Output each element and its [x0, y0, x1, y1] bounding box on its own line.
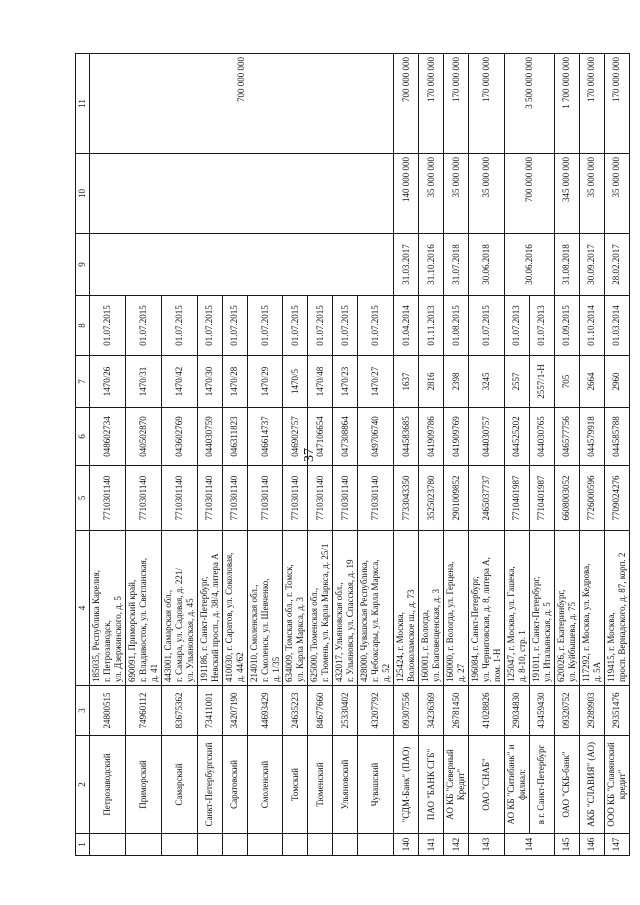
- address-line: ул. Куйбышева, д. 75: [566, 602, 577, 682]
- address-line: 160000, г. Вологда, ул. Герцена,: [445, 561, 456, 682]
- inn-cell: 7710301140: [333, 466, 358, 531]
- reg-number-cell: 1470/31: [125, 356, 161, 408]
- bik-cell: 044583685: [394, 408, 419, 466]
- reg-number-cell: 1470/27: [358, 356, 394, 408]
- address-line: 160001, г. Вологда,: [420, 609, 431, 682]
- okpo-cell: 25330402: [333, 686, 358, 736]
- column-number-cell: 9: [76, 234, 90, 296]
- date-col8-cell: 01.07.2015: [222, 296, 247, 356]
- date-col8-cell: 01.07.2015: [125, 296, 161, 356]
- row-number-cell: 142: [444, 834, 469, 856]
- address-line: Невский просп., д. 38/4, литера А: [209, 553, 220, 682]
- okpo-cell: 44693429: [247, 686, 283, 736]
- date-col9-cell: 30.06.2018: [469, 234, 505, 296]
- address-cell: [419, 531, 444, 686]
- bik-cell: 047308864: [333, 408, 358, 466]
- address-line: д. 44/62: [234, 652, 245, 682]
- inn-cell: 7710401987: [529, 466, 554, 531]
- address-line: д. 27: [456, 663, 467, 682]
- address-line: 196084, г. Санкт-Петербург,: [470, 576, 480, 682]
- date-col8-cell: 01.07.2015: [358, 296, 394, 356]
- address-cell: [125, 531, 161, 686]
- address-line: 191186, г. Санкт-Петербург,: [198, 576, 209, 682]
- register-table: [75, 53, 630, 856]
- address-line: д. 41: [148, 663, 159, 682]
- inn-cell: 2901009852: [444, 466, 469, 531]
- branch-row: [89, 54, 125, 856]
- okpo-cell: 84677660: [308, 686, 333, 736]
- bik-cell: 044030759: [197, 408, 222, 466]
- amount-col11-cell: 700 000 000: [394, 54, 419, 154]
- address-line: д. 8-10, стр. 1: [516, 630, 527, 682]
- reg-number-cell: 2398: [444, 356, 469, 408]
- address-line: 125047, г. Москва, ул. Гашека,: [505, 566, 516, 682]
- address-line: 125424, г. Москва,: [395, 612, 406, 682]
- reg-number-cell: 3245: [469, 356, 505, 408]
- address-cell: [333, 531, 358, 686]
- date-col8-cell: 01.07.2015: [469, 296, 505, 356]
- reg-number-cell: 1470/29: [247, 356, 283, 408]
- amount-col10-cell: 35 000 000: [419, 154, 444, 234]
- address-line: г. Петрозаводск,: [101, 620, 112, 682]
- bik-cell: 048602734: [89, 408, 125, 466]
- address-line: г. Чебоксары, ул. Карла Маркса,: [370, 559, 381, 682]
- reg-number-cell: 1470/23: [333, 356, 358, 408]
- bank-row: [579, 54, 604, 856]
- row-number-cell: 145: [554, 834, 579, 856]
- date-col9-cell: 31.03.2017: [394, 234, 419, 296]
- bik-cell: 046614737: [247, 408, 283, 466]
- amount-col11-cell: 700 000 000: [89, 54, 393, 154]
- amount-col11-cell: 170 000 000: [604, 54, 629, 154]
- inn-cell: 7710301140: [308, 466, 333, 531]
- address-line: 690091, Приморский край,: [126, 579, 137, 682]
- date-col9-cell: 31.07.2018: [444, 234, 469, 296]
- column-number-cell: 2: [76, 736, 90, 834]
- address-cell: [222, 531, 247, 686]
- branch-name-cell: Саратовский: [222, 736, 247, 834]
- date-col8-cell: 01.07.2015: [283, 296, 308, 356]
- address-line: 620026, г. Екатеринбург,: [555, 589, 566, 682]
- bank-row: [419, 54, 444, 856]
- row-number-cell: [333, 834, 358, 856]
- row-number-cell: 141: [419, 834, 444, 856]
- address-line: ул. Ульяновская, д. 45: [184, 598, 195, 682]
- inn-cell: 7709024276: [604, 466, 629, 531]
- column-number-row: [76, 54, 90, 856]
- bik-cell: 046902757: [283, 408, 308, 466]
- reg-number-cell: 1470/26: [89, 356, 125, 408]
- row-number-cell: 143: [469, 834, 505, 856]
- address-line: г. Смоленск, ул. Шевченко,: [259, 578, 270, 682]
- inn-cell: 7726000596: [579, 466, 604, 531]
- date-col8-cell: 01.07.2015: [89, 296, 125, 356]
- bik-cell: 049706740: [358, 408, 394, 466]
- address-line: 428000, Чувашская Республика,: [359, 560, 370, 682]
- inn-cell: 7710301140: [222, 466, 247, 531]
- reg-number-cell: 1470/48: [308, 356, 333, 408]
- bik-cell: 044525202: [504, 408, 529, 466]
- row-number-cell: [308, 834, 333, 856]
- row-number-cell: 140: [394, 834, 419, 856]
- address-line: пом. 1-Н: [491, 648, 502, 682]
- bank-name-cell: ООО КБ "Славянский кредит": [604, 736, 629, 834]
- row-number-cell: 146: [579, 834, 604, 856]
- address-cell: [89, 531, 125, 686]
- address-line: 625000, Тюменская обл.,: [309, 587, 320, 682]
- column-number-cell: 11: [76, 54, 90, 154]
- reg-number-cell: 1637: [394, 356, 419, 408]
- bik-cell: 047106654: [308, 408, 333, 466]
- address-line: просп. Вернадского, д. 87, корп. 2: [616, 552, 627, 682]
- address-cell: [554, 531, 579, 686]
- address-cell: [283, 531, 308, 686]
- address-cell: [247, 531, 283, 686]
- date-col9-cell: 28.02.2017: [604, 234, 629, 296]
- branch-name-cell: в г. Санкт-Петербург: [529, 736, 554, 834]
- inn-cell: 7710301140: [197, 466, 222, 531]
- row-number-cell: [222, 834, 247, 856]
- amount-col11-cell: 1 700 000 000: [554, 54, 579, 154]
- column-number-cell: 1: [76, 834, 90, 856]
- branch-name-cell: Ульяновский: [333, 736, 358, 834]
- reg-number-cell: 2816: [419, 356, 444, 408]
- bik-cell: 041909786: [419, 408, 444, 466]
- date-col9-cell: 31.08.2018: [554, 234, 579, 296]
- date-col8-cell: 01.07.2015: [333, 296, 358, 356]
- amount-col11-cell: 170 000 000: [419, 54, 444, 154]
- reg-number-cell: 1470/30: [197, 356, 222, 408]
- date-col8-cell: 01.07.2013: [504, 296, 529, 356]
- address-line: 432017, Ульяновская обл.,: [334, 582, 345, 682]
- okpo-cell: 34236369: [419, 686, 444, 736]
- date-col8-cell: 01.04.2014: [394, 296, 419, 356]
- date-col9-cell: 31.10.2016: [419, 234, 444, 296]
- branch-name-cell: Самарский: [161, 736, 197, 834]
- date-col8-cell: 01.11.2013: [419, 296, 444, 356]
- reg-number-cell: 2557: [504, 356, 529, 408]
- inn-cell: 3525023780: [419, 466, 444, 531]
- register-table-scan: [75, 54, 627, 856]
- date-col8-cell: 01.07.2015: [161, 296, 197, 356]
- address-line: ул. Черниговская, д. 8, литера А,: [480, 557, 491, 682]
- row-number-cell: [125, 834, 161, 856]
- okpo-cell: 73411001: [197, 686, 222, 736]
- date-col9-cell: 30.09.2017: [579, 234, 604, 296]
- reg-number-cell: 2664: [579, 356, 604, 408]
- address-line: ул. Благовещенская, д. 3: [431, 589, 442, 682]
- address-cell: [308, 531, 333, 686]
- address-line: 443001, Самарская обл.,: [162, 589, 173, 682]
- address-cell: [504, 531, 529, 686]
- inn-cell: 7710301140: [161, 466, 197, 531]
- address-line: ул. Дзержинского, д. 5: [112, 596, 123, 682]
- bank-row: [444, 54, 469, 856]
- date-col8-cell: 01.03.2014: [604, 296, 629, 356]
- address-line: ул. Итальянская, д. 5: [541, 602, 552, 682]
- address-line: 410030, г. Саратов, ул. Соколовая,: [223, 552, 234, 682]
- column-number-cell: 8: [76, 296, 90, 356]
- inn-cell: 7710401987: [504, 466, 529, 531]
- bank-row: [554, 54, 579, 856]
- okpo-cell: 41028826: [469, 686, 505, 736]
- row-number-cell: [89, 834, 125, 856]
- address-line: д. 1/35: [270, 656, 281, 682]
- address-cell: [529, 531, 554, 686]
- okpo-cell: 29034830: [504, 686, 529, 736]
- bank-row: [604, 54, 629, 856]
- address-cell: [604, 531, 629, 686]
- row-number-cell: [283, 834, 308, 856]
- bik-cell: 041909769: [444, 408, 469, 466]
- bank-name-cell: ОАО "СКБ-банк": [554, 736, 579, 834]
- address-line: 117292, г. Москва, ул. Кедрова,: [580, 563, 591, 682]
- amount-col11-cell: 170 000 000: [579, 54, 604, 154]
- row-number-cell: [197, 834, 222, 856]
- okpo-cell: 26781450: [444, 686, 469, 736]
- date-col9-cell: 30.06.2016: [504, 234, 554, 296]
- okpo-cell: 29351476: [604, 686, 629, 736]
- column-number-cell: 4: [76, 531, 90, 686]
- inn-cell: 7733043350: [394, 466, 419, 531]
- bank-name-cell: ОАО "СНАБ": [469, 736, 505, 834]
- reg-number-cell: 1470/5: [283, 356, 308, 408]
- reg-number-cell: 1470/28: [222, 356, 247, 408]
- branch-name-cell: Томский: [283, 736, 308, 834]
- okpo-cell: 34207190: [222, 686, 247, 736]
- address-line: Волоколамское ш., д. 73: [406, 589, 417, 682]
- row-number-cell: 144: [504, 834, 554, 856]
- okpo-cell: 24635223: [283, 686, 308, 736]
- inn-cell: 7710301140: [89, 466, 125, 531]
- branch-name-cell: Петрозаводский: [89, 736, 125, 834]
- address-line: ул. Карла Маркса, д. 3: [295, 597, 306, 682]
- inn-cell: 7710301140: [358, 466, 394, 531]
- address-line: д. 5А: [591, 661, 602, 682]
- amount-col10-cell: 35 000 000: [579, 154, 604, 234]
- bank-name-cell: "СДМ-Банк" (ПАО): [394, 736, 419, 834]
- bik-cell: 044579918: [579, 408, 604, 466]
- address-cell: [444, 531, 469, 686]
- bank-name-cell: АО КБ "Северный Кредит": [444, 736, 469, 834]
- bik-cell: 040502870: [125, 408, 161, 466]
- address-line: 191011, г. Санкт-Петербург,: [530, 576, 541, 682]
- reg-number-cell: 1470/42: [161, 356, 197, 408]
- inn-cell: 6608003052: [554, 466, 579, 531]
- okpo-cell: 43207792: [358, 686, 394, 736]
- branch-name-cell: Санкт-Петербургский: [197, 736, 222, 834]
- reg-number-cell: 2960: [604, 356, 629, 408]
- amount-col10-cell: 35 000 000: [604, 154, 629, 234]
- address-cell: [394, 531, 419, 686]
- okpo-cell: 24800515: [89, 686, 125, 736]
- amount-col10-cell: 700 000 000: [504, 154, 554, 234]
- bank-name-cell: АО КБ "Ситибанк" и филиал:: [504, 736, 529, 834]
- address-line: 214010, Смоленская обл.,: [248, 584, 259, 682]
- reg-number-cell: 705: [554, 356, 579, 408]
- address-cell: [469, 531, 505, 686]
- bank-row: [469, 54, 505, 856]
- inn-cell: 7710301140: [283, 466, 308, 531]
- address-cell: [579, 531, 604, 686]
- bank-name-cell: ПАО "БАНК СГБ": [419, 736, 444, 834]
- okpo-cell: 43459430: [529, 686, 554, 736]
- amount-col10-cell: 35 000 000: [469, 154, 505, 234]
- bank-row: [394, 54, 419, 856]
- bik-cell: 043602769: [161, 408, 197, 466]
- inn-cell: 7710301140: [247, 466, 283, 531]
- amount-col11-cell: 170 000 000: [469, 54, 505, 154]
- address-line: д. 52: [381, 663, 392, 682]
- column-number-cell: 3: [76, 686, 90, 736]
- row-number-cell: [161, 834, 197, 856]
- address-line: 185035, Республика Карелия,: [90, 569, 101, 682]
- address-line: г. Ульяновск, ул. Спасская, д. 19: [345, 559, 356, 682]
- branch-name-cell: Чувашский: [358, 736, 394, 834]
- date-col8-cell: 01.09.2015: [554, 296, 579, 356]
- bik-cell: 046577756: [554, 408, 579, 466]
- branch-name-cell: Тюменский: [308, 736, 333, 834]
- bik-cell: 044030757: [469, 408, 505, 466]
- branch-name-cell: Смоленский: [247, 736, 283, 834]
- inn-cell: 7710301140: [125, 466, 161, 531]
- inn-cell: 2465037737: [469, 466, 505, 531]
- date-col8-cell: 01.10.2014: [579, 296, 604, 356]
- address-cell: [358, 531, 394, 686]
- date-col8-cell: 01.07.2015: [247, 296, 283, 356]
- amount-col11-cell: 170 000 000: [444, 54, 469, 154]
- bik-cell: 046311823: [222, 408, 247, 466]
- bank-name-cell: АКБ "СЛАВИЯ" (АО): [579, 736, 604, 834]
- address-cell: [197, 531, 222, 686]
- date-col8-cell: 01.07.2013: [529, 296, 554, 356]
- page-number: 37: [302, 448, 317, 462]
- amount-col10-cell: 35 000 000: [444, 154, 469, 234]
- okpo-cell: 09307556: [394, 686, 419, 736]
- bank-row: [504, 54, 529, 856]
- bik-cell: 044585788: [604, 408, 629, 466]
- date-col9-cell: [89, 234, 393, 296]
- address-cell: [161, 531, 197, 686]
- bik-cell: 044030765: [529, 408, 554, 466]
- column-number-cell: 10: [76, 154, 90, 234]
- date-col8-cell: 01.07.2015: [197, 296, 222, 356]
- address-line: г. Самара, ул. Садовая, д. 221/: [173, 568, 184, 682]
- amount-col10-cell: 140 000 000: [394, 154, 419, 234]
- date-col8-cell: 01.07.2015: [308, 296, 333, 356]
- address-line: 119415, г. Москва,: [605, 612, 616, 682]
- date-col8-cell: 01.08.2015: [444, 296, 469, 356]
- address-line: г. Владивосток, ул. Светланская,: [137, 557, 148, 682]
- okpo-cell: 74960112: [125, 686, 161, 736]
- okpo-cell: 83675362: [161, 686, 197, 736]
- okpo-cell: 29289903: [579, 686, 604, 736]
- column-number-cell: 5: [76, 466, 90, 531]
- amount-col10-cell: [89, 154, 393, 234]
- address-line: г. Тюмень, ул. Карла Маркса, д. 25/1: [320, 543, 331, 682]
- column-number-cell: 7: [76, 356, 90, 408]
- row-number-cell: 147: [604, 834, 629, 856]
- address-line: 634009, Томская обл., г. Томск,: [284, 564, 295, 682]
- branch-name-cell: Приморский: [125, 736, 161, 834]
- row-number-cell: [358, 834, 394, 856]
- amount-col10-cell: 345 000 000: [554, 154, 579, 234]
- amount-col11-cell: 3 500 000 000: [504, 54, 554, 154]
- okpo-cell: 09320752: [554, 686, 579, 736]
- reg-number-cell: 2557/1-Н: [529, 356, 554, 408]
- row-number-cell: [247, 834, 283, 856]
- column-number-cell: 6: [76, 408, 90, 466]
